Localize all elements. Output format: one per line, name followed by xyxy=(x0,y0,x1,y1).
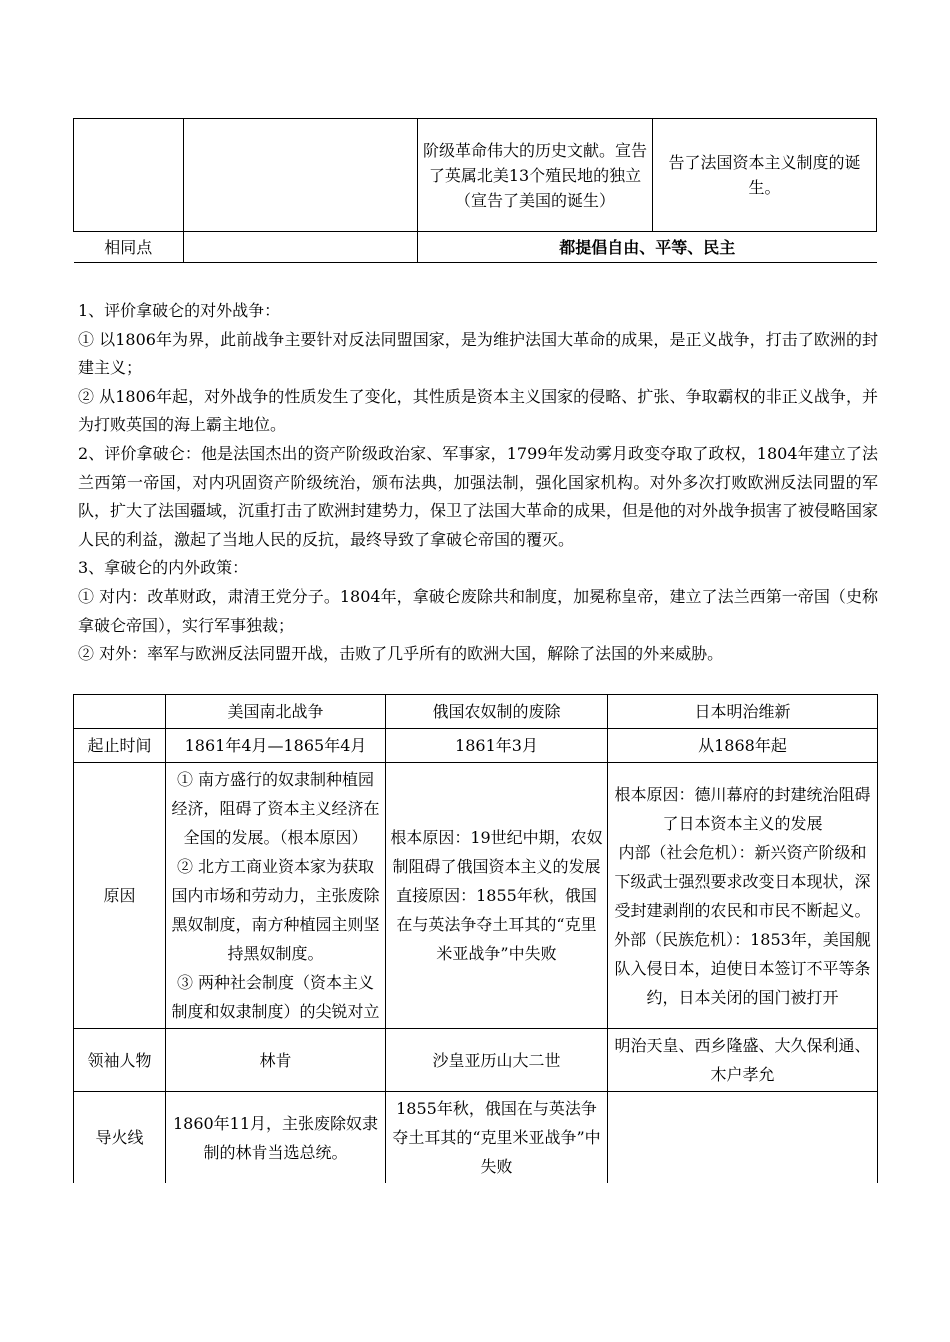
row-label: 起止时间 xyxy=(74,729,166,763)
table-cell: 林肯 xyxy=(166,1029,386,1092)
table-cell xyxy=(184,232,418,263)
row-label: 领袖人物 xyxy=(74,1029,166,1092)
paragraph: ② 从1806年起，对外战争的性质发生了变化，其性质是资本主义国家的侵略、扩张、争取霸权的非正义战争，并为打败英国的海上霸主地位。 xyxy=(78,386,878,435)
table-header-row xyxy=(74,695,878,729)
column-header: 日本明治维新 xyxy=(608,695,878,729)
table-cell xyxy=(166,763,386,1029)
paragraph: 1、评价拿破仑的对外战争： xyxy=(78,301,281,320)
column-header xyxy=(74,695,166,729)
table-row xyxy=(74,232,877,263)
table-cell xyxy=(608,1092,878,1184)
table-row xyxy=(74,729,878,763)
table-cell: 沙皇亚历山大二世 xyxy=(386,1029,608,1092)
reform-comparison-table xyxy=(73,694,878,1183)
table-cell: 1861年3月 xyxy=(386,729,608,763)
comparison-table-top xyxy=(73,118,877,263)
cell-line: 内部（社会危机）：新兴资产阶级和下级武士强烈要求改变日本现状，深受封建剥削的农民和市民不断起义。 xyxy=(614,842,871,920)
paragraph: ① 对内：改革财政，肃清王党分子。1804年，拿破仑废除共和制度，加冕称皇帝，建立了法兰西第一帝国（史称拿破仑帝国），实行军事独裁； xyxy=(78,586,878,635)
table-cell: 从1868年起 xyxy=(608,729,878,763)
column-header: 美国南北战争 xyxy=(166,695,386,729)
cell-line: 根本原因：德川幕府的封建统治阻碍了日本资本主义的发展 xyxy=(614,784,871,833)
column-header: 俄国农奴制的废除 xyxy=(386,695,608,729)
table-row xyxy=(74,763,878,1029)
paragraph: ① 以1806年为界，此前战争主要针对反法同盟国家，是为维护法国大革命的成果，是正义战争，打击了欧洲的封建主义； xyxy=(78,329,878,378)
table-cell: 1861年4月—1865年4月 xyxy=(166,729,386,763)
cell-line: ③ 两种社会制度（资本主义制度和奴隶制度）的尖锐对立 xyxy=(171,973,380,1021)
table-cell xyxy=(608,763,878,1029)
paragraph: 2、评价拿破仑：他是法国杰出的资产阶级政治家、军事家，1799年发动雾月政变夺取了政权，1804年建立了法兰西第一帝国，对内巩固资产阶级统治，颁布法典，加强法制，强化国家机构。对外多次打败欧洲反法同盟的军队，扩大了法国疆域，沉重打击了欧洲封建势力，保卫了法国大革命的成果，但是他的对外战争损害了被侵略国家人民的利益，激起了当地人民的反抗，最终导致了拿破仑帝国的覆灭。 xyxy=(78,443,879,549)
paragraph: 3、拿破仑的内外政策： xyxy=(78,558,249,578)
row-label: 导火线 xyxy=(74,1092,166,1184)
cell-line: 直接原因：1855年秋，俄国在与英法争夺土耳其的“克里米亚战争”中失败 xyxy=(396,886,597,963)
cell-line: 外部（民族危机）：1853年，美国舰队入侵日本，迫使日本签订不平等条约，日本关闭的国门被打开 xyxy=(614,929,871,1007)
cell-line: ① 南方盛行的奴隶制种植园经济，阻碍了资本主义经济在全国的发展。（根本原因） xyxy=(171,770,380,847)
table-cell xyxy=(184,119,418,232)
notes-section xyxy=(78,297,878,669)
cell-line: 根本原因：19世纪中期，农奴制阻碍了俄国资本主义的发展 xyxy=(390,828,603,876)
table-cell: 都提倡自由、平等、民主 xyxy=(418,232,877,263)
table-cell: 1860年11月，主张废除奴隶制的林肯当选总统。 xyxy=(166,1092,386,1184)
row-label: 原因 xyxy=(74,763,166,1029)
table-cell: 告了法国资本主义制度的诞生。 xyxy=(653,119,877,232)
table-cell xyxy=(74,119,184,232)
table-cell: 阶级革命伟大的历史文献。宣告了英属北美13个殖民地的独立（宣告了美国的诞生） xyxy=(418,119,653,232)
row-label: 相同点 xyxy=(74,232,184,263)
table-row xyxy=(74,1029,878,1092)
table-cell xyxy=(386,763,608,1029)
paragraph: ② 对外：率军与欧洲反法同盟开战，击败了几乎所有的欧洲大国，解除了法国的外来威胁。 xyxy=(78,644,724,664)
table-cell: 明治天皇、西乡隆盛、大久保利通、木户孝允 xyxy=(608,1029,878,1092)
table-row xyxy=(74,1092,878,1184)
cell-line: ② 北方工商业资本家为获取国内市场和劳动力，主张废除黑奴制度，南方种植园主则坚持黑奴制度。 xyxy=(171,857,380,963)
table-row xyxy=(74,119,877,232)
table-cell: 1855年秋，俄国在与英法争夺土耳其的“克里米亚战争”中失败 xyxy=(386,1092,608,1184)
